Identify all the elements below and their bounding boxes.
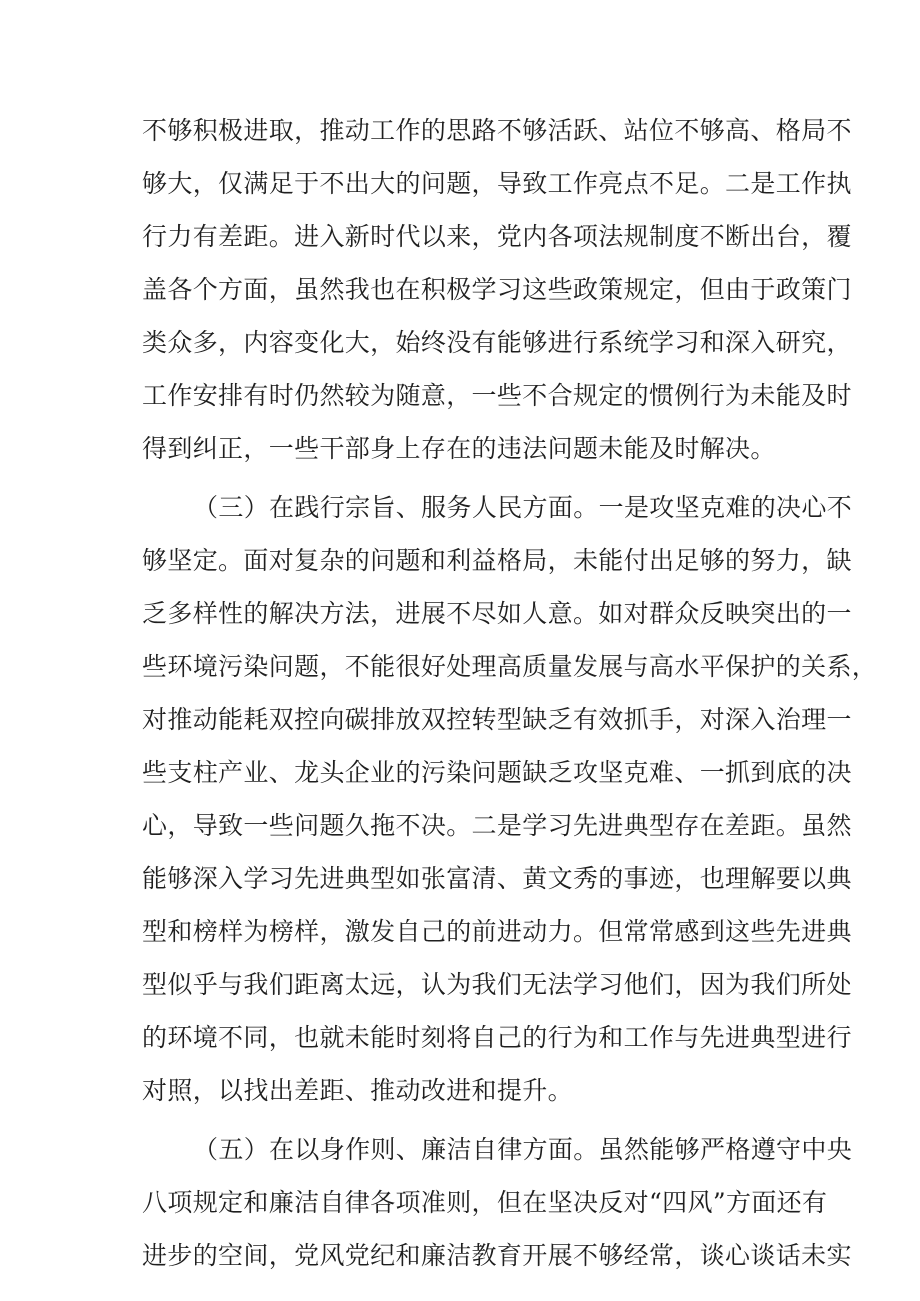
text-line: 对照，以找出差距、推动改进和提升。 xyxy=(142,1076,573,1105)
section-heading-line: （五）在以身作则、廉洁自律方面。虽然能够严格遵守中央 xyxy=(193,1135,853,1164)
text-line: 行力有差距。进入新时代以来，党内各项法规制度不断出台，覆 xyxy=(142,222,852,251)
text-line: 得到纠正，一些干部身上存在的违法问题未能及时解决。 xyxy=(142,434,776,463)
text-line: 类众多，内容变化大，始终没有能够进行系统学习和深入研究， xyxy=(142,328,852,357)
text-line: 些支柱产业、龙头企业的污染问题缺乏攻坚克难、一抓到底的决 xyxy=(142,758,852,787)
text-line: 工作安排有时仍然较为随意，一些不合规定的惯例行为未能及时 xyxy=(142,381,852,410)
text-line: 够大，仅满足于不出大的问题，导致工作亮点不足。二是工作执 xyxy=(142,169,852,198)
text-line: 型似乎与我们距离太远，认为我们无法学习他们，因为我们所处 xyxy=(142,970,852,999)
text-line: 进步的空间，党风党纪和廉洁教育开展不够经常，谈心谈话未实 xyxy=(142,1241,852,1270)
text-line: 不够积极进取，推动工作的思路不够活跃、站位不够高、格局不 xyxy=(142,116,852,145)
text-line: 的环境不同，也就未能时刻将自己的行为和工作与先进典型进行 xyxy=(142,1023,852,1052)
text-line: 心，导致一些问题久拖不决。二是学习先进典型存在差距。虽然 xyxy=(142,811,852,840)
text-line: 够坚定。面对复杂的问题和利益格局，未能付出足够的努力，缺 xyxy=(142,546,852,575)
text-line: 盖各个方面，虽然我也在积极学习这些政策规定，但由于政策门 xyxy=(142,275,852,304)
text-line: 能够深入学习先进典型如张富清、黄文秀的事迹，也理解要以典 xyxy=(142,864,852,893)
text-line: 乏多样性的解决方法，进展不尽如人意。如对群众反映突出的一 xyxy=(142,599,852,628)
text-line: 些环境污染问题，不能很好处理高质量发展与高水平保护的关系， xyxy=(142,652,878,681)
text-line: 型和榜样为榜样，激发自己的前进动力。但常常感到这些先进典 xyxy=(142,917,852,946)
section-heading-line: （三）在践行宗旨、服务人民方面。一是攻坚克难的决心不 xyxy=(193,493,853,522)
text-line: 对推动能耗双控向碳排放双控转型缺乏有效抓手，对深入治理一 xyxy=(142,705,852,734)
text-line: 八项规定和廉洁自律各项准则，但在坚决反对“四风”方面还有 xyxy=(142,1188,828,1217)
